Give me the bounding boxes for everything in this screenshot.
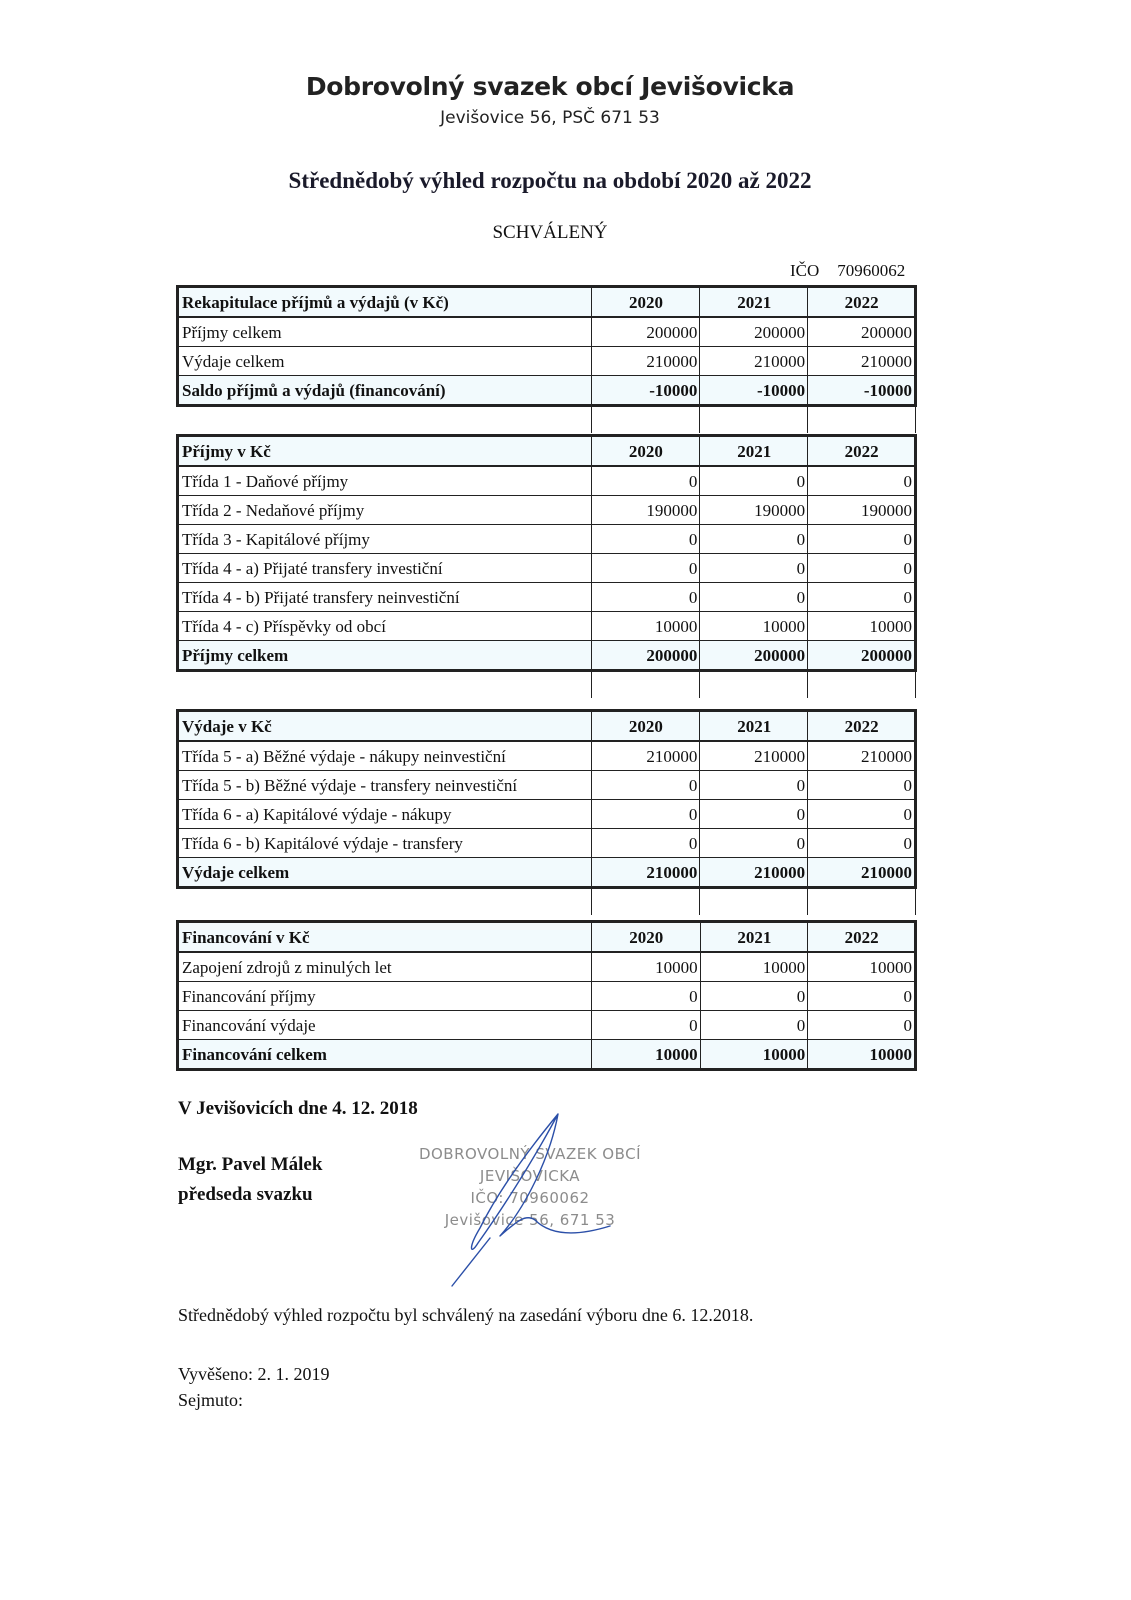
- document-status: SCHVÁLENÝ: [492, 222, 608, 243]
- signer-name: Mgr. Pavel Málek: [178, 1154, 323, 1175]
- cell-value: 0: [808, 525, 916, 554]
- org-address: Jevišovice 56, PSČ 671 53: [440, 108, 660, 128]
- cell-value: 0: [808, 1011, 916, 1040]
- header-year: 2020: [591, 287, 700, 318]
- cell-value: 0: [700, 800, 808, 829]
- expenses-table: [176, 709, 917, 915]
- row-label: Financování výdaje: [178, 1011, 592, 1040]
- cell-value: 0: [591, 583, 700, 612]
- total-value: 200000: [591, 641, 700, 671]
- row-label: Třída 3 - Kapitálové příjmy: [178, 525, 592, 554]
- row-label: Třída 4 - a) Přijaté transfery investiční: [178, 554, 592, 583]
- header-year: 2022: [808, 711, 916, 742]
- cell-value: 10000: [700, 952, 808, 982]
- total-value: 10000: [808, 1040, 916, 1070]
- row-label: Třída 2 - Nedaňové příjmy: [178, 496, 592, 525]
- cell-value: 0: [808, 982, 916, 1011]
- row-label: Financování příjmy: [178, 982, 592, 1011]
- cell-value: 0: [591, 829, 700, 858]
- table-row: [178, 612, 916, 641]
- cell-value: 0: [591, 1011, 700, 1040]
- cell-value: 210000: [591, 741, 700, 771]
- cell-value: 0: [700, 525, 808, 554]
- table-total-row: [178, 1040, 916, 1070]
- cell-value: 0: [591, 554, 700, 583]
- row-label: Třída 4 - b) Přijaté transfery neinvestiční: [178, 583, 592, 612]
- table-row: [178, 347, 916, 376]
- table-row: [178, 554, 916, 583]
- document-title: Střednědobý výhled rozpočtu na období 2020 až 2022: [288, 168, 812, 193]
- total-value: -10000: [591, 376, 700, 406]
- row-label: Příjmy celkem: [178, 317, 592, 347]
- total-value: 10000: [700, 1040, 808, 1070]
- cell-value: 0: [700, 466, 808, 496]
- cell-value: 0: [591, 982, 700, 1011]
- row-label: Třída 5 - b) Běžné výdaje - transfery neinvestiční: [178, 771, 592, 800]
- stamp-line: JEVIŠOVICKA: [479, 1167, 581, 1185]
- cell-value: 210000: [808, 741, 916, 771]
- cell-value: 190000: [700, 496, 808, 525]
- cell-value: 0: [591, 800, 700, 829]
- total-value: -10000: [700, 376, 808, 406]
- signer-role: předseda svazku: [178, 1184, 313, 1205]
- cell-value: 0: [808, 771, 916, 800]
- cell-value: 210000: [700, 347, 808, 376]
- spacer-row: [178, 888, 916, 916]
- cell-value: 10000: [808, 952, 916, 982]
- signature-icon: [430, 1108, 630, 1288]
- header-label: Výdaje v Kč: [178, 711, 592, 742]
- ico: [790, 261, 905, 281]
- place-date: V Jevišovicích dne 4. 12. 2018: [178, 1098, 418, 1119]
- table-row: [178, 583, 916, 612]
- header-year: 2022: [808, 436, 916, 467]
- cell-value: 10000: [808, 612, 916, 641]
- header-year: 2020: [591, 922, 700, 953]
- cell-value: 0: [591, 771, 700, 800]
- total-value: 210000: [700, 858, 808, 888]
- header-year: 2020: [591, 436, 700, 467]
- row-label: Třída 4 - c) Příspěvky od obcí: [178, 612, 592, 641]
- header-year: 2021: [700, 922, 808, 953]
- header-year: 2021: [700, 287, 808, 318]
- table-row: [178, 466, 916, 496]
- row-label: Třída 1 - Daňové příjmy: [178, 466, 592, 496]
- header-year: 2022: [808, 922, 916, 953]
- total-value: -10000: [808, 376, 916, 406]
- row-label: Třída 5 - a) Běžné výdaje - nákupy neinvestiční: [178, 741, 592, 771]
- table-row: [178, 317, 916, 347]
- total-label: Příjmy celkem: [178, 641, 592, 671]
- table-total-row: [178, 858, 916, 888]
- total-value: 200000: [700, 641, 808, 671]
- header-label: Příjmy v Kč: [178, 436, 592, 467]
- total-label: Financování celkem: [178, 1040, 592, 1070]
- header-year: 2020: [591, 711, 700, 742]
- cell-value: 0: [700, 771, 808, 800]
- table-row: [178, 982, 916, 1011]
- cell-value: 210000: [591, 347, 700, 376]
- financing-table: [176, 920, 917, 1071]
- table-header-row: [178, 436, 916, 467]
- removed-date: Sejmuto:: [178, 1390, 244, 1410]
- posted-date: Vyvěšeno: 2. 1. 2019: [178, 1364, 330, 1384]
- table-row: [178, 741, 916, 771]
- cell-value: 0: [700, 1011, 808, 1040]
- table-total-row: [178, 376, 916, 406]
- cell-value: 0: [700, 829, 808, 858]
- table-row: [178, 496, 916, 525]
- cell-value: 210000: [808, 347, 916, 376]
- header-year: 2022: [808, 287, 916, 318]
- cell-value: 0: [808, 554, 916, 583]
- cell-value: 190000: [591, 496, 700, 525]
- cell-value: 0: [591, 525, 700, 554]
- row-label: Třída 6 - a) Kapitálové výdaje - nákupy: [178, 800, 592, 829]
- header-label: Financování v Kč: [178, 922, 592, 953]
- table-row: [178, 800, 916, 829]
- cell-value: 10000: [591, 612, 700, 641]
- cell-value: 0: [591, 466, 700, 496]
- header-year: 2021: [700, 436, 808, 467]
- cell-value: 0: [808, 583, 916, 612]
- stamp-line: IČO: 70960062: [470, 1189, 590, 1207]
- row-label: Třída 6 - b) Kapitálové výdaje - transfery: [178, 829, 592, 858]
- stamp-line: DOBROVOLNÝ SVAZEK OBCÍ: [418, 1145, 642, 1163]
- row-label: Výdaje celkem: [178, 347, 592, 376]
- total-label: Saldo příjmů a výdajů (financování): [178, 376, 592, 406]
- row-label: Zapojení zdrojů z minulých let: [178, 952, 592, 982]
- total-value: 210000: [808, 858, 916, 888]
- total-value: 210000: [591, 858, 700, 888]
- summary-table: [176, 285, 917, 433]
- table-total-row: [178, 641, 916, 671]
- table-row: [178, 829, 916, 858]
- org-name: Dobrovolný svazek obcí Jevišovicka: [305, 72, 795, 101]
- total-value: 200000: [808, 641, 916, 671]
- table-row: [178, 525, 916, 554]
- cell-value: 0: [700, 554, 808, 583]
- cell-value: 200000: [591, 317, 700, 347]
- cell-value: 0: [808, 466, 916, 496]
- spacer-row: [178, 671, 916, 699]
- ico-label: IČO: [790, 261, 820, 280]
- cell-value: 0: [700, 982, 808, 1011]
- cell-value: 0: [700, 583, 808, 612]
- cell-value: 200000: [808, 317, 916, 347]
- header-year: 2021: [700, 711, 808, 742]
- approval-note: Střednědobý výhled rozpočtu byl schválený na zasedání výboru dne 6. 12.2018.: [178, 1305, 754, 1325]
- ico-value: 70960062: [837, 261, 906, 280]
- table-header-row: [178, 711, 916, 742]
- total-value: 10000: [591, 1040, 700, 1070]
- table-header-row: [178, 287, 916, 318]
- table-row: [178, 952, 916, 982]
- cell-value: 0: [808, 800, 916, 829]
- cell-value: 0: [808, 829, 916, 858]
- cell-value: 10000: [700, 612, 808, 641]
- spacer-row: [178, 406, 916, 434]
- total-label: Výdaje celkem: [178, 858, 592, 888]
- cell-value: 10000: [591, 952, 700, 982]
- table-row: [178, 771, 916, 800]
- header-label: Rekapitulace příjmů a výdajů (v Kč): [178, 287, 592, 318]
- table-row: [178, 1011, 916, 1040]
- income-table: [176, 434, 917, 698]
- table-header-row: [178, 922, 916, 953]
- cell-value: 190000: [808, 496, 916, 525]
- stamp-line: Jevišovice 56, 671 53: [444, 1211, 616, 1229]
- cell-value: 200000: [700, 317, 808, 347]
- cell-value: 210000: [700, 741, 808, 771]
